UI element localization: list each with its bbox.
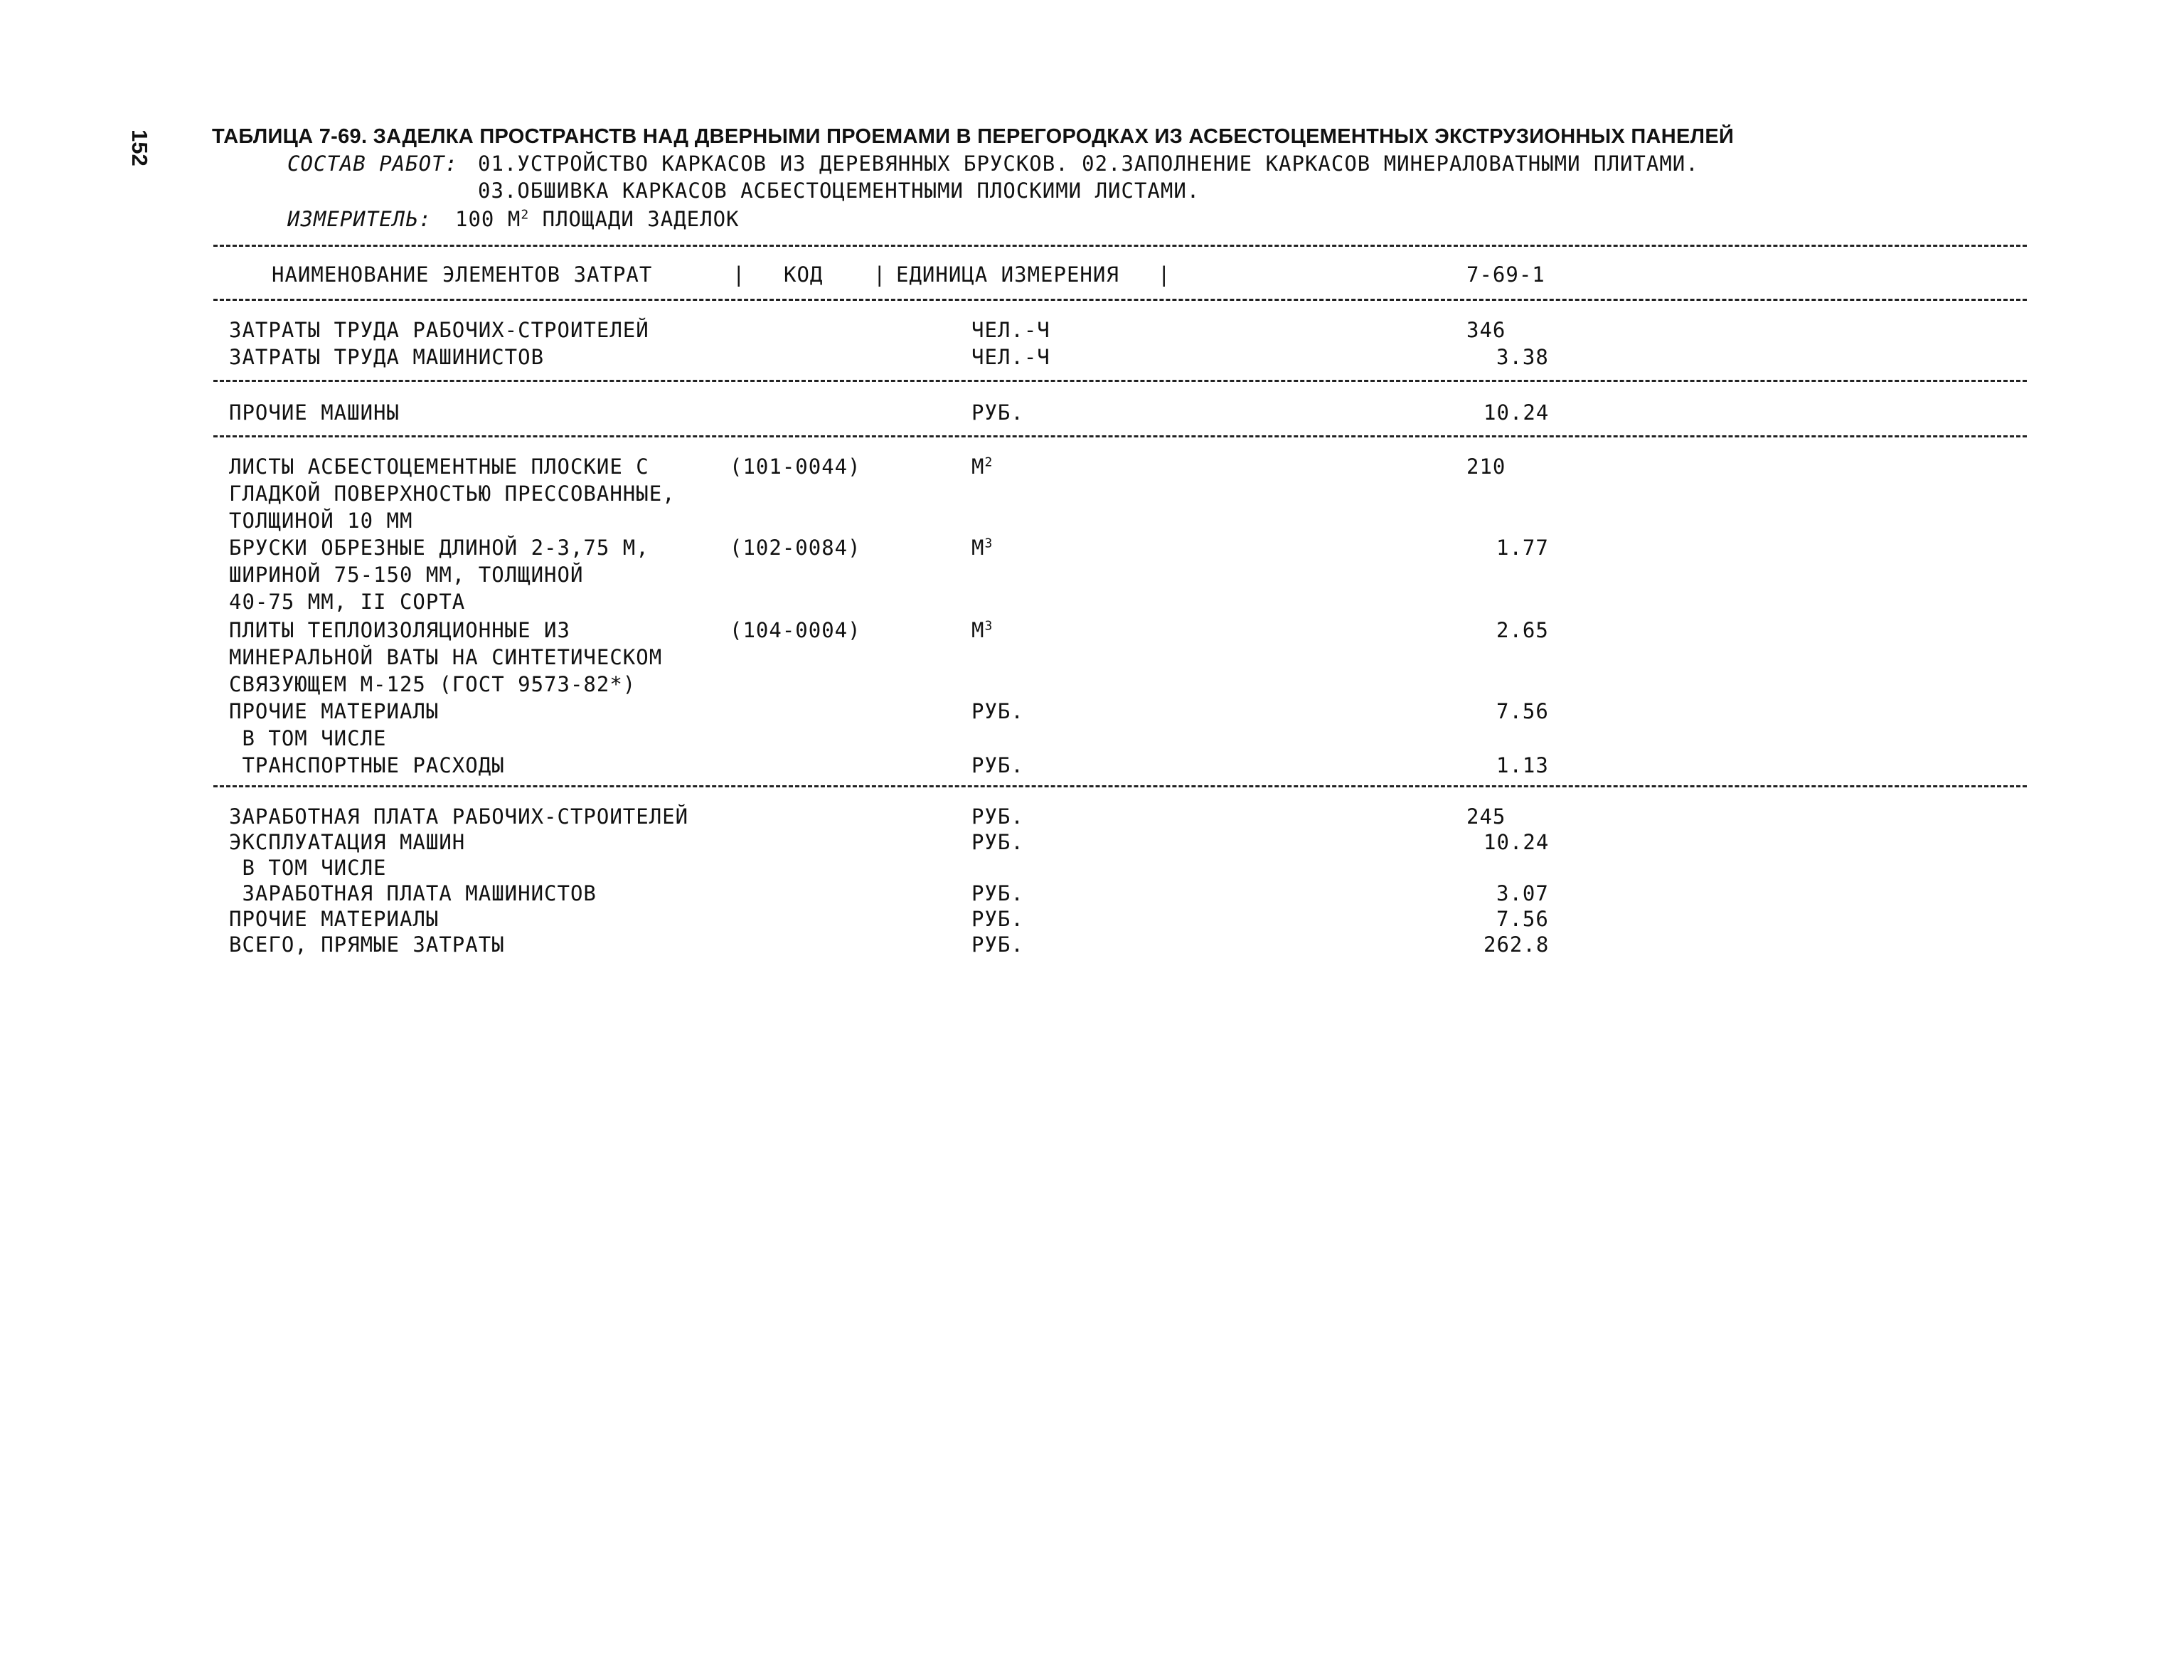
header-column: 7-69-1	[1466, 262, 1545, 287]
header-name: НАИМЕНОВАНИЕ ЭЛЕМЕНТОВ ЗАТРАТ	[272, 262, 653, 287]
material-unit: РУБ.	[971, 699, 1024, 723]
header-unit: ЕДИНИЦА ИЗМЕРЕНИЯ	[896, 262, 1119, 287]
summary-unit: РУБ.	[971, 804, 1024, 829]
summary-name: ПРОЧИЕ МАТЕРИАЛЫ	[229, 907, 440, 931]
measure-rest: ПЛОЩАДИ ЗАДЕЛОК	[542, 207, 740, 231]
material-line: ПЛИТЫ ТЕПЛОИЗОЛЯЦИОННЫЕ ИЗ	[229, 618, 570, 642]
unit-sup: 3	[984, 536, 994, 551]
row-name: ЗАТРАТЫ ТРУДА МАШИНИСТОВ	[229, 345, 545, 369]
divider	[213, 435, 2027, 437]
material-line: БРУСКИ ОБРЕЗНЫЕ ДЛИНОЙ 2-3,75 М,	[229, 536, 649, 560]
material-line: ТРАНСПОРТНЫЕ РАСХОДЫ	[229, 753, 505, 777]
summary-name: ЭКСПЛУАТАЦИЯ МАШИН	[229, 830, 466, 854]
material-code: (102-0084)	[730, 536, 861, 560]
row-unit: РУБ.	[971, 400, 1024, 425]
unit-text: М	[971, 618, 985, 642]
summary-unit: РУБ.	[971, 932, 1024, 957]
work-line-1: 01.УСТРОЙСТВО КАРКАСОВ ИЗ ДЕРЕВЯННЫХ БРУСКОВ. 02.ЗАПОЛНЕНИЕ КАРКАСОВ МИНЕРАЛОВАТНЫМИ ПЛИТАМИ.	[478, 151, 1699, 176]
material-line: ШИРИНОЙ 75-150 ММ, ТОЛЩИНОЙ	[229, 563, 584, 587]
material-line: ГЛАДКОЙ ПОВЕРХНОСТЬЮ ПРЕССОВАННЫЕ,	[229, 482, 676, 506]
measure-label: ИЗМЕРИТЕЛЬ:	[287, 207, 432, 231]
material-code: (104-0004)	[730, 618, 861, 642]
material-line: МИНЕРАЛЬНОЙ ВАТЫ НА СИНТЕТИЧЕСКОМ	[229, 645, 663, 669]
material-unit	[971, 454, 994, 479]
material-line: ЛИСТЫ АСБЕСТОЦЕМЕНТНЫЕ ПЛОСКИЕ С	[229, 454, 649, 479]
summary-name: ЗАРАБОТНАЯ ПЛАТА РАБОЧИХ-СТРОИТЕЛЕЙ	[229, 804, 689, 829]
material-unit	[971, 620, 993, 641]
measure-text	[455, 209, 740, 230]
header-sep-1: |	[733, 262, 746, 287]
unit-text: М	[971, 454, 985, 479]
material-value: 1.13	[1496, 753, 1549, 777]
material-value: 2.65	[1496, 618, 1549, 642]
material-value: 7.56	[1496, 699, 1549, 723]
header-sep-3: |	[1158, 262, 1171, 287]
material-line: В ТОМ ЧИСЛЕ	[229, 726, 387, 750]
summary-unit: РУБ.	[971, 881, 1024, 905]
work-label: СОСТАВ РАБОТ:	[287, 151, 458, 176]
header-code: КОД	[784, 262, 824, 287]
row-name: ЗАТРАТЫ ТРУДА РАБОЧИХ-СТРОИТЕЛЕЙ	[229, 318, 649, 342]
row-value: 346	[1466, 318, 1506, 342]
material-unit	[971, 538, 993, 558]
material-value: 210	[1466, 454, 1506, 479]
row-unit: ЧЕЛ.-Ч	[971, 318, 1050, 342]
unit-sup: 3	[984, 618, 994, 634]
table-title: ТАБЛИЦА 7-69. ЗАДЕЛКА ПРОСТРАНСТВ НАД ДВЕРНЫМИ ПРОЕМАМИ В ПЕРЕГОРОДКАХ ИЗ АСБЕСТОЦЕМЕНТНЫХ ЭКСТРУЗИОННЫХ ПАНЕЛЕЙ	[212, 125, 1735, 148]
summary-name: В ТОМ ЧИСЛЕ	[229, 856, 387, 880]
work-line-2: 03.ОБШИВКА КАРКАСОВ АСБЕСТОЦЕМЕНТНЫМИ ПЛОСКИМИ ЛИСТАМИ.	[478, 179, 1200, 203]
summary-value: 7.56	[1496, 907, 1549, 931]
summary-unit: РУБ.	[971, 907, 1024, 931]
material-line: 40-75 ММ, II СОРТА	[229, 590, 466, 614]
divider	[213, 380, 2027, 382]
summary-value: 262.8	[1483, 932, 1550, 957]
material-value: 1.77	[1496, 536, 1549, 560]
unit-sup: 2	[984, 454, 994, 470]
row-value: 10.24	[1483, 400, 1550, 425]
row-unit: ЧЕЛ.-Ч	[971, 345, 1050, 369]
divider	[213, 245, 2027, 247]
measure-value: 100 М	[455, 207, 521, 231]
summary-name: ЗАРАБОТНАЯ ПЛАТА МАШИНИСТОВ	[229, 881, 597, 905]
unit-text: М	[971, 536, 985, 560]
summary-name: ВСЕГО, ПРЯМЫЕ ЗАТРАТЫ	[229, 932, 505, 957]
summary-unit: РУБ.	[971, 830, 1024, 854]
row-value: 3.38	[1496, 345, 1549, 369]
summary-value: 245	[1466, 804, 1506, 829]
row-name: ПРОЧИЕ МАШИНЫ	[229, 400, 400, 425]
summary-value: 10.24	[1483, 830, 1550, 854]
material-code: (101-0044)	[730, 454, 861, 479]
page-number: 152	[127, 129, 152, 166]
material-line: СВЯЗУЮЩЕМ М-125 (ГОСТ 9573-82*)	[229, 672, 636, 696]
material-line: ПРОЧИЕ МАТЕРИАЛЫ	[229, 699, 440, 723]
divider	[213, 785, 2027, 787]
summary-value: 3.07	[1496, 881, 1549, 905]
material-unit: РУБ.	[971, 753, 1024, 777]
material-line: ТОЛЩИНОЙ 10 ММ	[229, 509, 413, 533]
divider	[213, 299, 2027, 301]
measure-sup: 2	[521, 207, 530, 223]
header-sep-2: |	[873, 262, 887, 287]
